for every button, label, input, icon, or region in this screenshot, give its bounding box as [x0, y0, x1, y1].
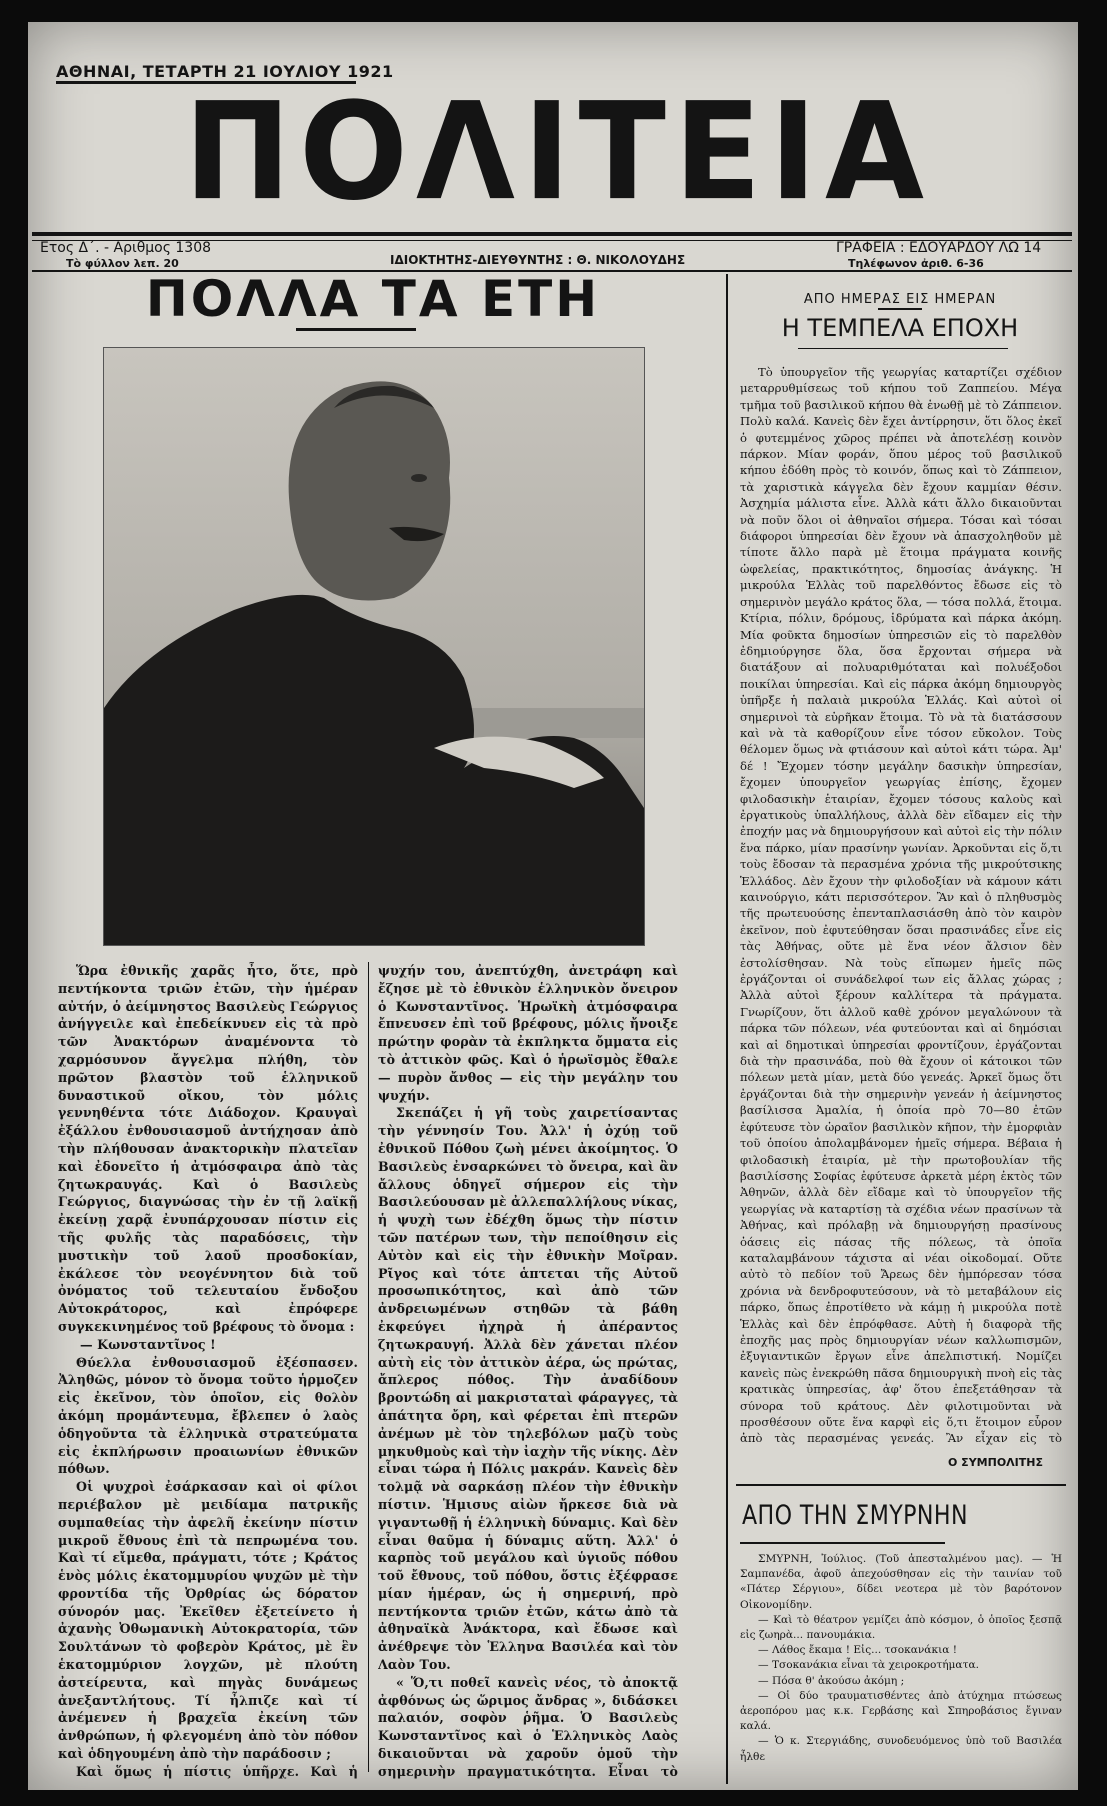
smyrni-underline — [740, 1542, 945, 1544]
lead-paragraph: Καὶ ὅμως ἡ πίστις ὑπῆρχε. Καὶ ἡ — [76, 1763, 358, 1779]
section-separator — [736, 1484, 1066, 1486]
headline-underline — [296, 328, 416, 331]
portrait-photo — [103, 347, 645, 946]
lead-paragraph: Θύελλα ἐνθουσιασμοῦ ἐξέσπασεν. Ἀληθῶς, μόνον τὸ ὄνομα τοῦτο ἡρμοζεν εἰς ἐκεῖνον, τὸν ὁποῖον, εἰς θολὸν ἀκόμη προμάντευμα, ἔβλεπεν ὁ λαὸς ὁδηγοῦντα τὰ ἑλληνικὰ στρατεύματα εἰς ἐκπλήρωσιν προαιωνίων ἐθνικῶν πόθων. — [58, 1354, 358, 1477]
owner-director: ΙΔΙΟΚΤΗΤΗΣ-ΔΙΕΥΘΥΝΤΗΣ : Θ. ΝΙΚΟΛΟΥΔΗΣ — [390, 253, 686, 267]
smyrni-line: — Ὁ κ. Στεργιάδης, συνοδευόμενος ὑπὸ τοῦ Βασιλέα ἦλθε — [740, 1735, 1062, 1763]
lead-exclamation: — Κωνσταντῖνος ! — [80, 1336, 216, 1352]
tempela-body: Τὸ ὑπουργεῖον τῆς γεωργίας καταρτίζει σχέδιον μεταρρυθμίσεως τοῦ κήπου τοῦ Ζαππείου. Μέγα τμῆμα τοῦ βασιλικοῦ κήπου θὰ ἑνωθῇ μὲ τὸ Ζάππειον. Πολὺ καλά. Κανεὶς δὲν ἔχει ἀντίρρησιν, ὅτι ὅλος ἐκεῖ ὁ φυτεμμένος χῶρος πρέπει νὰ ἀποτελέσῃ κοινὸν πάρκον. Μίαν φοράν, ὅπου μέρος τοῦ βασιλικοῦ κήπου ἐδόθη πρὸς τὸ κοινόν, ὅπως καὶ τὸ Ζάππειον, τὰ χαριστικὰ κάγγελα δὲν ἔχουν καμμίαν θέσιν. Ἀσχημία μάλιστα εἶνε. Ἀλλὰ κάτι ἄλλο δικαιοῦνται νὰ ποῦν ὅλοι οἱ ἀθηναῖοι σήμερα. Τόσαι καὶ τόσαι διάφοροι ὑπηρεσίαι δὲν ἔχουν νὰ ἀπασχοληθοῦν μὲ τίποτε ἄλλο παρὰ μὲ ἕτοιμα πράγματα κοινῆς ὠφελείας, πρακτικότητος, δημοσίας ἀνάγκης. Ἡ μικρούλα Ἑλλὰς τοῦ παρελθόντος ἔδωσε εἰς τὸ σημερινὸν μεγάλο κράτος ὅλα, — τόσα πολλά, ἕτοιμα. Κτίρια, πόλιν, δρόμους, ἱδρύματα καὶ πάρκα ἀκόμη. Μία φοῦκτα δημοσίων ὑπηρεσιῶν εἰς τὸ παρελθὸν ἐδημιούργησε ὅλα, ὅσα ἔρχονται σήμερα νὰ διατάξουν αἱ πολυαριθμόταται καὶ πολυέξοδοι ποικίλαι ὑπηρεσίαι. Καὶ εἰς πάρκα ἀκόμη δημιουργὸς ὑπῆρξε ἡ παλαιὰ μικρούλα Ἑλλάς. Καὶ αὐτοὶ οἱ σημερινοὶ τὰ εὑρῆκαν ἕτοιμα. Τὸ νὰ τὰ διατάσσουν καὶ νὰ τὰ καθορίζουν εἶνε τόσον εὔκολον. Τοὺς θέλομεν ὅμως νὰ φτιάσουν καὶ αὐτοὶ κάτι τώρα. Ἀμ' δέ ! Ἔχομεν τόσην μεγάλην δασικὴν ὑπηρεσίαν, ἔχομεν ὑπουργεῖον γεωργίας ἐπίσης, ἔχομεν φιλοδασικὴν ἑταιρίαν, ἔχομεν τόσους καλοὺς καὶ ἐργατικοὺς ὑπαλλήλους, ἀλλὰ δὲν εἴδαμεν εἰς τὴν ἐποχήν μας νὰ δημιουργήσουν καὶ αὐτοὶ εἰς τὴν πόλιν ἕνα πάρκο, μίαν πρασίνην γωνίαν. Ἀρκοῦνται εἰς ὅ,τι τοὺς ἔδοσαν τὰ περασμένα χρόνια τῆς μικρούτσικης Ἑλλάδος. Δὲν ἔχουν τὴν φιλοδοξίαν νὰ κάμουν κάτι καινούργιο, κάτι περισσότερον. Ἂν καὶ ὁ πληθυσμὸς τῆς πρωτευούσης ἐπενταπλασιάσθη ἀπὸ τὸν καιρὸν ἐκεῖνον, ποὺ ἐφυτεύθησαν ὅσαι πρασινάδες εἶνε εἰς τὰς Ἀθήνας, οὔτε μὲ ἕνα νέον ἄλσιον δὲν ἐστολίσθησαν. Νὰ τοὺς εἴπωμεν ἡμεῖς πῶς ἐργάζονται οἱ συνάδελφοί των εἰς ἄλλας χώρας ; Ἀλλὰ αὐτοὶ ξέρουν καλλίτερα τὰ πράγματα. Γνωρίζουν, ὅτι ἀλλοῦ καθὲ χρόνον μεγαλώνουν τὰ πάρκα τῶν πόλεων, νέα φυτεύονται καὶ αἱ δημόσιαι καὶ αἱ δημοτικαὶ ὑπηρεσίαι φροντίζουν, ἐργάζονται διὰ τὴν πρασινάδα, ποὺ θὰ ἔχουν οἱ κάτοικοι τῶν πόλεων μετὰ μίαν, μετὰ δύο γενεάς. Ἀρκεῖ ὅμως ὅτι ἐργάζονται διὰ τὴν σημερινὴν γενεάν ἡ ἀείμνηστος βασίλισσα Ἀμαλία, ἡ ὁποία πρὸ 70—80 ἐτῶν ἐφύτευσε τὸν ὡραῖον βασιλικὸν κῆπον, τὴν ἐμορφιὰν τοῦ ὁποίου ἀπολαμβάνομεν ἡμεῖς σήμερα. Βέβαια ἡ φιλοδασικὴ ἑταιρία, μὲ τὴν πρωτοβουλίαν τῆς βασιλίσσης Σοφίας ἐφύτευσε ἀρκετὰ μέρη ἐκτὸς τῶν Ἀθηνῶν, ἀλλὰ δὲν εἴδαμε καὶ τὸ ὑπουργεῖον τῆς γεωργίας νὰ καταρτίσῃ τὰ σχέδια νέων πρασίνων τὰ Ἀθήνας, καὶ πρόλαβῃ νὰ δημιουργήσῃ πρασίνους ὀάσεις εἰς πάσας τῆς πόλεως, τὰ ὁποῖα καταλαμβάνουν τάχιστα αἱ νέαι οἰκοδομαί. Οὔτε αὐτὸ τὸ πεδίον τοῦ Ἄρεως δὲν ἠμπόρεσαν τόσα χρόνια νὰ δενδροφυτεύσουν, νὰ τὸ μεταβάλουν εἰς πάρκο, ὅπως ἐπροτίθετο νὰ κάμῃ ἡ μικρούλα ποτὲ Ἑλλὰς καὶ δὲν ἐπρόφθασε. Αὐτὴ ἡ διαφορὰ τῆς ἐποχῆς μας πρὸς δημιουργίαν νέων καλλωπισμῶν, ἐξυγιαντικῶν ἔργων εἶνε ἀπελπιστική. Νομίζει κανεὶς πὼς ἐνεκρώθη πᾶσα δημιουργικὴ πνοὴ εἰς τὰς κρατικὰς ὑπηρεσίας, ἀφ' ὅτου ἐπεξετάθησαν τὰ σύνορα τοῦ κράτους. Δὲν φιλοτιμοῦνται νὰ προσθέσουν οὔτε ἕνα καρφὶ εἰς ὅ,τι ἕτοιμον εὗρον ἀπὸ τὰς περασμένας γενεάς. Ἂν εἶχαν εἰς τὸ — [740, 365, 1062, 1446]
lead-article-col1 — [58, 962, 358, 1782]
lead-paragraph: « Ὅ,τι ποθεῖ κανεὶς νέος, τὸ ἀποκτᾷ ἀφθόνως ὡς ὥριμος ἄνδρας », διδάσκει παλαιόν, σοφὸν ῥῆμα. Ὁ Βασιλεὺς Κωνσταντῖνος καὶ ὁ Ἑλληνικὸς Λαὸς δικαιοῦνται νὰ χαροῦν ὁμοῦ τὴν σημερινὴν πραγματικότητα. Εἶναι τὸ — [378, 1674, 678, 1779]
lead-paragraph: ψυχήν του, ἀνεπτύχθη, ἀνετράφη καὶ ἔζησε μὲ τὸ ἐθνικὸν ἑλληνικὸν ὄνειρον ὁ Κωνσταντῖνος. Ἡρωϊκὴ ἀτμόσφαιρα ἔπνευσεν ἐπὶ τοῦ βρέφους, μόλις ἤνοιξε πρώτην φορὰν τὰ ἐκπληκτα ὄμματα εἰς τὸ ἀττικὸν φῶς. Καὶ ὁ ἡρωϊσμὸς ἔθαλε — πυρὸν ἄνθος — εἰς τὴν μεγάλην του ψυχήν. — [378, 963, 678, 1103]
section-title: Η ΤΕΜΠΕΛΑ ΕΠΟΧΗ — [781, 314, 1019, 342]
smyrni-title: ΑΠΟ ΤΗΝ ΣΜΥΡΝΗΝ — [742, 1500, 968, 1531]
smyrni-line: — Πόσα θ' ἀκούσω ἀκόμη ; — [758, 1674, 905, 1687]
offices-address: ΓΡΑΦΕΙΑ : ΕΔΟΥΑΡΔΟΥ ΛΩ 14 — [836, 240, 1042, 256]
newspaper-page — [28, 22, 1078, 1790]
smyrni-line: — Καὶ τὸ θέατρον γεμίζει ἀπὸ κόσμον, ὁ ὁποῖος ξεσπᾷ εἰς ζωηρὰ... πανουμάκια. — [740, 1613, 1062, 1642]
smyrni-line: — Τσοκανάκια εἶναι τὰ χειροκροτήματα. — [758, 1659, 979, 1672]
lead-paragraph: Σκεπάζει ἡ γῆ τοὺς χαιρετίσαντας τὴν γέννησίν Του. Ἀλλ' ἡ ὀχύῃ τοῦ ἐθνικοῦ Πόθου ζωὴ μένει ἀκοίμητος. Ὁ Βασιλεὺς ἐνσαρκώνει τὸ ὄνειρα, καὶ ἂν ἄλλους ὁδηγεῖ σήμερον εἰς τὴν Βασιλεύουσαν μὲ ἀλλεπαλλήλους νίκας, ἡ ψυχὴ των ἐδέχθη ὅμως τὴν πίστιν τῶν πατέρων των, τὴν πεποίθησιν εἰς Αὐτὸν καὶ εἰς τὴν ἐθνικὴν Μοῖραν. Ρῖγος καὶ τότε ἁπτεται τῆς Αὐτοῦ προσωπικότητος, καὶ ἀπὸ τῶν ἀνδρειωμένων στηθῶν τὰ βάθη ἐκφεύγει ἠχηρὰ ἡ ἀπέραντος ζητωκραυγή. Ἀλλὰ δὲν χάνεται πλέον αὐτὴ εἰς τὸν ἀττικὸν ἀέρα, ὡς πρώτας, ἄπλερος πόθος. Τὴν ἀναδίδουν βροντώδη αἱ μακρισταταὶ φάραγγες, τὰ ἀπάτητα ὄρη, καὶ φέρεται ἐπὶ πτερῶν ἀνέμων μὲ τὸν τηλεβόλων μαζὺ τοὺς μηκυθμοὺς καὶ τὴν ἰαχὴν τῆς νίκης. Δὲν εἶναι τώρα ἡ Πόλις μακράν. Κανεὶς δὲν τολμᾷ νὰ σαρκάσῃ πλέον τὴν ἐθνικὴν πίστιν. Ἡμισυς αἰὼν ἤρκεσε διὰ νὰ γιγαντωθῇ ἡ ἑλληνικὴ δύναμις. Καὶ δὲν εἶναι θαῦμα ἡ δύναμις αὕτη. Ἀλλ' ὁ καρπὸς τοῦ μεγάλου καὶ ὑγιοῦς πόθου τοῦ ἔθνους, τοῦ πόθου, ὅστις ἐξέφρασε μίαν ἡμέραν, ὡς ἡ σημερινή, πρὸ πεντήκοντα τριῶν ἐτῶν, κάτω ἀπὸ τὰ ἀθηναϊκὰ Ἀνάκτορα, καὶ ἔδωσε καὶ ἀνέθρεψε τὸν Ἑλληνα Βασιλέα καὶ τὸν Λαὸν Του. — [378, 1105, 678, 1673]
phone-number: Τηλέφωνον ἀριθ. 6-36 — [848, 257, 984, 270]
smyrni-line: — Λάθος ἔκαμα ! Εἰς... τσοκανάκια ! — [758, 1644, 957, 1657]
right-column-divider — [726, 274, 728, 1784]
tempela-article — [740, 364, 1062, 1449]
section-kicker: ΑΠΟ ΗΜΕΡΑΣ ΕΙΣ ΗΜΕΡΑΝ — [803, 292, 997, 307]
lead-paragraph: Ὥρα ἐθνικῆς χαρᾶς ἦτο, ὅτε, πρὸ πεντήκοντα τριῶν ἐτῶν, τὴν ἡμέραν αὐτήν, ὁ ἀείμνηστος Βασιλεὺς Γεώργιος ἀνήγγειλε καὶ ἐπεδείκνυεν εἰς τὰ πρὸ τῶν Ἀνακτόρων ἀναμένοντα τὸ χαρμόσυνον ἄγγελμα πλήθη, τὸν πρῶτον βλαστὸν τοῦ ἑλληνικοῦ δυναστικοῦ οἴκου, τὸν μόλις γεννηθέντα τότε Διάδοχον. Κραυγαὶ ἐξάλλου ἐνθουσιασμοῦ ἀντήχησαν ἀπὸ τὴν πλήθουσαν ἀνακτορικὴν πλατεῖαν καὶ ἐδονεῖτο ἡ ἀτμόσφαιρα ἀπὸ τὰς ζητωκραυγάς. Καὶ ὁ Βασιλεὺς Γεώργιος, διαγνώσας τὴν ἐν τῇ λαϊκῇ ἐκείνῃ χαρᾷ ἐνυπάρχουσαν πίστιν εἰς τῆς φυλῆς τὰς παραδόσεις, τὴν μυστικὴν τοῦ λαοῦ προσδοκίαν, ἐκάλεσε τὸν νεογέννητον διὰ τοῦ ὀνόματος τοῦ τελευταίου ἔνδοξου Αὐτοκράτορος, καὶ ἐπρόφερε συγκεκινημένος τοῦ βρέφους τὸ ὄνομα : — [58, 963, 358, 1334]
section-title-rule — [878, 308, 922, 310]
smyrni-paragraph: ΣΜΥΡΝΗ, Ἰούλιος. (Τοῦ ἀπεσταλμένου μας). — Ἡ Σαμπανέδα, ἀφοῦ ἀπεχούσθησαν εἰς τὴν ταινίαν τοῦ «Πάτερ Σέργιου», δίδει νεοτερα μὲ τὸν βαρότονον Οἰκονομίδην. — [740, 1553, 1062, 1611]
article-signature: Ο ΣΥΜΠΟΛΙΤΗΣ — [948, 1456, 1043, 1469]
section-title-underline — [798, 348, 1008, 349]
year-number: Ετος Δ΄. - Αριθμος 1308 — [40, 240, 212, 256]
lead-paragraph: Οἱ ψυχροὶ ἐσάρκασαν καὶ οἱ φίλοι περιέβαλον μὲ μειδίαμα πατρικῆς συμπαθείας τὴν ἀφελῆ ἐκείνην πίστιν μικροῦ ἔθνους ἐπὶ τὰ πεπρωμένα του. Καὶ τί εἴμεθα, πράγματι, τότε ; Κράτος ἑνὸς μόλις ἑκατομμυρίου ψυχῶν μὲ τὴν φροντίδα τῆς Ὀρθρίας ὡς δόρατον σύνορόν μας. Ἐκεῖθεν ἐξετείνετο ἡ ἀχανὴς Ὀθωμανικὴ Αὐτοκρατορία, τῶν Σουλτάνων τὸ φοβερὸν Κράτος, μὲ ἓν ἑκατομμύριον λογχῶν, μὲ πλούτη ἀστείρευτα, καὶ πηγὰς δυνάμεως ἀνεξαντλήτους. Τί ἦλπιζε καὶ τί ἀνέμενεν ἡ βραχεῖα ἐκείνη τῶν ἀνθρώπων, ἡ φλεγομένη ἀπὸ τὸν πόθον καὶ ὁδηγουμένη ἀπὸ τὴν παράδοσιν ; — [58, 1479, 358, 1762]
price: Τὸ φύλλον λεπ. 20 — [66, 257, 179, 270]
smyrni-article — [740, 1552, 1062, 1782]
smyrni-line: — Οἱ δύο τραυματισθέντες ἀπὸ ἀτύχημα πτώσεως ἀεροπόρου μας κ.κ. Γερβάσης καὶ Σπηροβάσιος ἔγιναν καλά. — [740, 1689, 1062, 1733]
masthead-title: ΠΟΛΙΤΕΙΑ — [183, 74, 933, 231]
dateline: ΑΘΗΝΑΙ, ΤΕΤΑΡΤΗ 21 ΙΟΥΛΙΟΥ 1921 — [56, 62, 356, 84]
header-rule-top — [32, 232, 1072, 236]
lead-article-col2 — [378, 962, 678, 1782]
portrait-illustration — [104, 348, 644, 945]
main-headline: ΠΟΛΛΑ ΤΑ ΕΤΗ — [145, 270, 601, 328]
column-divider — [368, 962, 369, 1772]
